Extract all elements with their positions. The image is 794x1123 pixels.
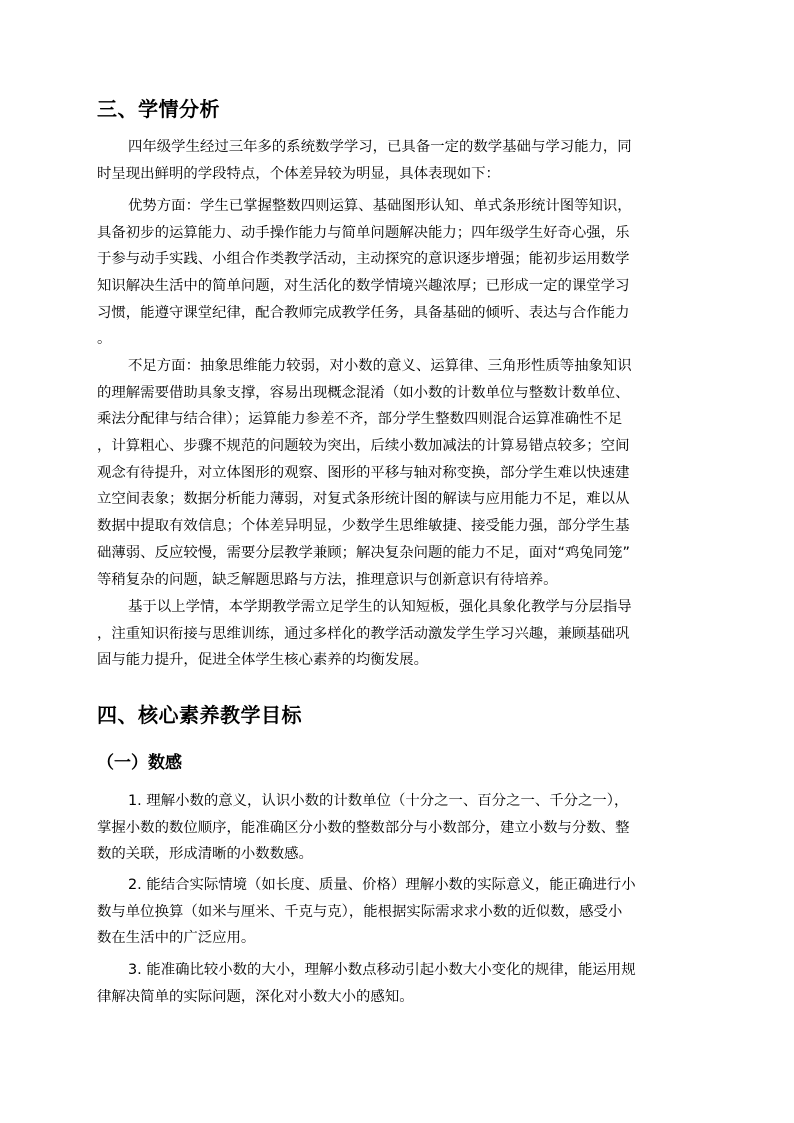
section-heading-learning-analysis: 三、学情分析 xyxy=(97,97,220,121)
goal-item-1 xyxy=(97,788,697,868)
text-line: 数与单位换算（如米与厘米、千克与克），能根据实际需求求小数的近似数，感受小 xyxy=(97,903,623,920)
goal-item-3 xyxy=(97,957,697,1010)
text-line: 基于以上学情，本学期教学需立足学生的认知短板，强化具象化教学与分层指导 xyxy=(128,599,632,615)
text-line: 习惯，能遵守课堂纪律，配合教师完成教学任务，具备基础的倾听、表达与合作能力 xyxy=(97,304,630,321)
text-line: 优势方面：学生已掌握整数四则运算、基础图形认知、单式条形统计图等知识， xyxy=(128,198,632,214)
text-line: 乘法分配律与结合律）；运算能力参差不齐，部分学生整数四则混合运算准确性不足 xyxy=(97,411,623,428)
text-line: 。 xyxy=(97,331,112,348)
paragraph-strengths xyxy=(97,193,697,353)
text-line: 3. 能准确比较小数的大小，理解小数点移动引起小数大小变化的规律，能运用规 xyxy=(128,962,636,978)
text-line: 具备初步的运算能力、动手操作能力与简单问题解决能力；四年级学生好奇心强，乐 xyxy=(97,224,630,241)
text-line: 时呈现出鲜明的学段特点，个体差异较为明显，具体表现如下： xyxy=(97,165,500,182)
text-line: ，计算粗心、步骤不规范的问题较为突出，后续小数加减法的计算易错点较多；空间 xyxy=(97,438,630,455)
paragraph-weaknesses xyxy=(97,353,697,593)
paragraph-conclusion xyxy=(97,594,697,674)
text-line: 的理解需要借助具象支撑，容易出现概念混淆（如小数的计数单位与整数计数单位、 xyxy=(97,384,630,401)
text-line: 掌握小数的数位顺序，能准确区分小数的整数部分与小数部分，建立小数与分数、整 xyxy=(97,819,630,836)
text-line: 固与能力提升，促进全体学生核心素养的均衡发展。 xyxy=(97,652,428,669)
text-line: 1. 理解小数的意义，认识小数的计数单位（十分之一、百分之一、千分之一）， xyxy=(128,793,629,809)
text-line: 等稍复杂的问题，缺乏解题思路与方法，推理意识与创新意识有待培养。 xyxy=(97,571,558,588)
text-line: 础薄弱、反应较慢，需要分层教学兼顾；解决复杂问题的能力不足，面对“鸡兔同笼” xyxy=(97,544,630,561)
paragraph-intro xyxy=(97,134,697,187)
subsection-heading-number-sense: （一）数感 xyxy=(97,753,182,773)
text-line: 数在生活中的广泛应用。 xyxy=(97,930,256,947)
text-line: ，注重知识衔接与思维训练，通过多样化的教学活动激发学生学习兴趣，兼顾基础巩 xyxy=(97,625,630,642)
section-heading-core-literacy-goals: 四、核心素养教学目标 xyxy=(97,703,302,727)
text-line: 2. 能结合实际情境（如长度、质量、价格）理解小数的实际意义，能正确进行小 xyxy=(128,877,636,893)
text-line: 四年级学生经过三年多的系统数学学习，已具备一定的数学基础与学习能力，同 xyxy=(128,139,632,155)
text-line: 律解决简单的实际问题，深化对小数大小的感知。 xyxy=(97,988,414,1005)
text-line: 知识解决生活中的简单问题，对生活化的数学情境兴趣浓厚；已形成一定的课堂学习 xyxy=(97,278,630,295)
text-line: 数的关联，形成清晰的小数数感。 xyxy=(97,846,313,863)
text-line: 观念有待提升，对立体图形的观察、图形的平移与轴对称变换，部分学生难以快速建 xyxy=(97,464,630,481)
goal-item-2 xyxy=(97,872,697,952)
text-line: 不足方面：抽象思维能力较弱，对小数的意义、运算律、三角形性质等抽象知识 xyxy=(128,358,632,374)
text-line: 数据中提取有效信息；个体差异明显，少数学生思维敏捷、接受能力强，部分学生基 xyxy=(97,518,630,535)
text-line: 于参与动手实践、小组合作类教学活动，主动探究的意识逐步增强；能初步运用数学 xyxy=(97,251,630,268)
text-line: 立空间表象；数据分析能力薄弱，对复式条形统计图的解读与应用能力不足，难以从 xyxy=(97,491,630,508)
